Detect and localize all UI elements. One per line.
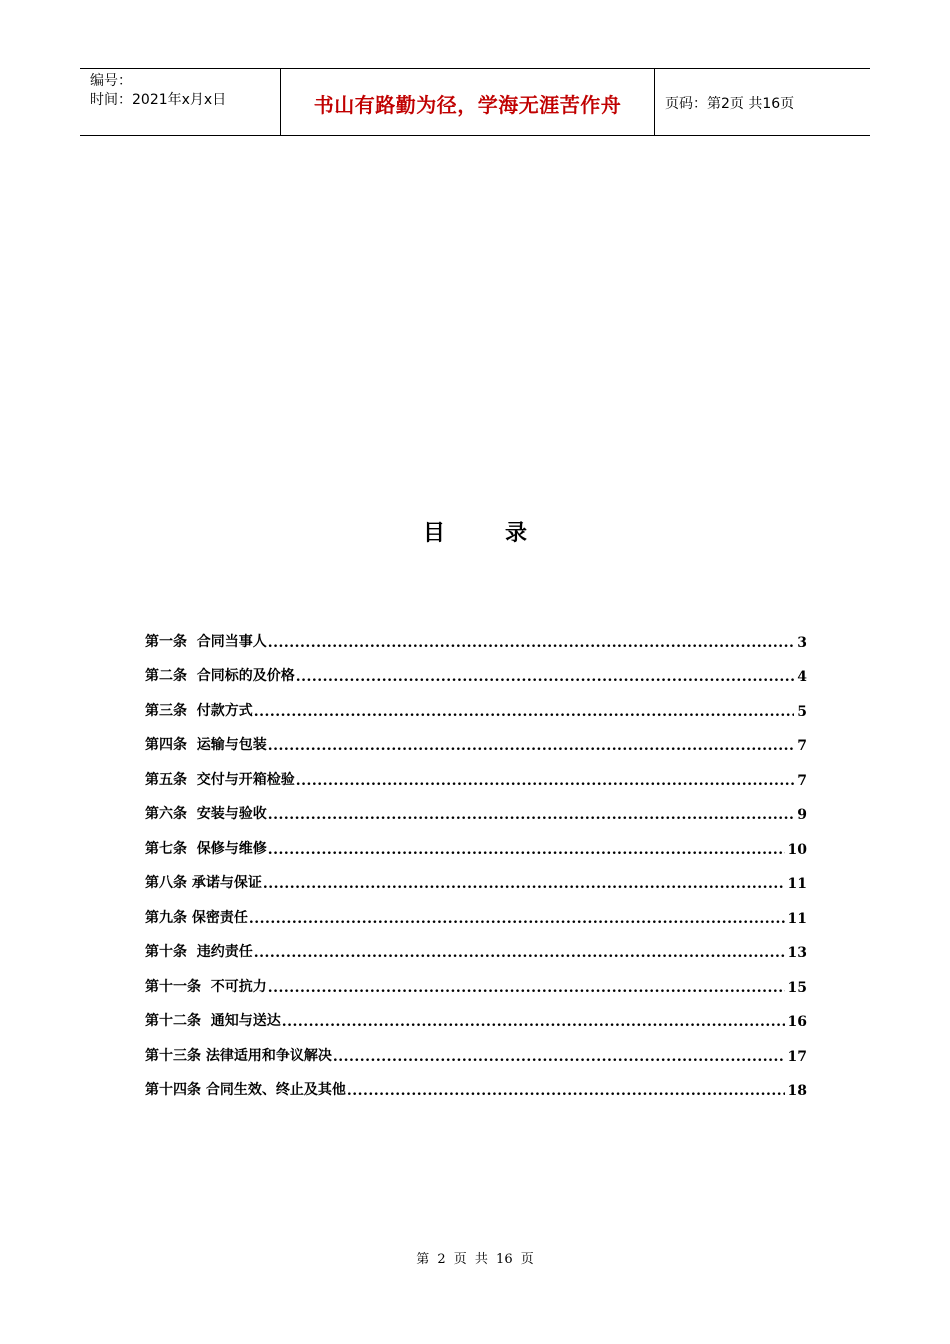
header-motto: 书山有路勤为径，学海无涯苦作舟	[313, 92, 622, 117]
header-meta	[80, 69, 281, 135]
toc-item-name: 合同生效、终止及其他	[205, 1082, 346, 1098]
toc-item-number: 第九条	[145, 909, 187, 926]
toc-item[interactable]	[145, 789, 807, 824]
toc-item-leader	[263, 876, 785, 892]
toc-item-name: 保密责任	[191, 909, 248, 926]
toc-item-spacer	[187, 773, 197, 789]
page-footer: 第 2 页 共 16 页	[416, 1252, 534, 1267]
header-page-info-cell	[655, 69, 870, 135]
toc-item-spacer	[201, 1014, 211, 1030]
toc-item-leader	[282, 1014, 785, 1030]
toc-item-page: 13	[787, 945, 807, 961]
toc-item-number: 第七条	[145, 840, 187, 857]
toc-item-leader	[296, 773, 795, 789]
toc-item-page: 5	[797, 703, 807, 720]
toc-item-page: 11	[787, 910, 807, 927]
toc-list	[145, 616, 807, 1099]
toc-item-number: 第十条	[145, 944, 187, 960]
document-time-label: 时间：2021年x月x日	[90, 92, 227, 108]
toc-item-page: 18	[787, 1083, 807, 1099]
toc-item-page: 17	[787, 1048, 807, 1065]
toc-item-leader	[249, 911, 785, 927]
toc-item-spacer	[187, 704, 197, 720]
header-page-info: 页码：第2页 共16页	[665, 96, 795, 112]
toc-item-page: 10	[787, 841, 807, 858]
toc-item-number: 第一条	[145, 633, 187, 650]
toc-item-number: 第十一条	[145, 978, 201, 995]
toc-item-name: 合同当事人	[196, 633, 267, 650]
page-header	[80, 68, 870, 136]
toc-title-part1: 目	[422, 520, 445, 546]
toc-item-name: 通知与送达	[210, 1013, 281, 1029]
toc-item-number: 第八条	[145, 875, 187, 891]
toc-item-spacer	[187, 669, 197, 685]
toc-item-page: 7	[797, 738, 807, 754]
toc-item[interactable]	[145, 823, 807, 858]
toc-item-number: 第十二条	[145, 1013, 201, 1029]
toc-item-page: 9	[797, 807, 807, 823]
toc-item-leader	[296, 669, 795, 685]
toc-item-page: 3	[797, 634, 807, 651]
toc-item-number: 第十四条	[145, 1082, 201, 1098]
toc-item[interactable]	[145, 892, 807, 927]
toc-item-leader	[268, 980, 785, 996]
toc-item-number: 第十三条	[145, 1047, 201, 1064]
toc-item-number: 第四条	[145, 737, 187, 753]
toc-item-number: 第二条	[145, 668, 187, 684]
toc-item[interactable]	[145, 1065, 807, 1100]
toc-title-part2: 录	[505, 520, 528, 546]
toc-item-spacer	[187, 807, 197, 823]
toc-item-name: 法律适用和争议解决	[205, 1047, 332, 1064]
toc-item-leader	[268, 635, 795, 651]
toc-item-number: 第三条	[145, 702, 187, 719]
toc-item[interactable]	[145, 961, 807, 996]
document-number-label: 编号：	[90, 73, 132, 89]
toc-item-leader	[333, 1049, 785, 1065]
toc-item-name: 违约责任	[196, 944, 253, 960]
toc-item-spacer	[187, 842, 197, 858]
toc-item-name: 运输与包装	[196, 737, 267, 753]
toc-item-spacer	[201, 980, 211, 996]
toc-item-leader	[268, 842, 785, 858]
toc-item-page: 4	[797, 669, 807, 685]
toc-item-number: 第六条	[145, 806, 187, 822]
toc-item-name: 合同标的及价格	[196, 668, 295, 684]
toc-item[interactable]	[145, 858, 807, 893]
toc-item[interactable]	[145, 996, 807, 1031]
toc-item-spacer	[187, 738, 197, 754]
toc-item-leader	[254, 945, 785, 961]
toc-item-spacer	[187, 635, 197, 651]
toc-item-page: 16	[787, 1014, 807, 1030]
toc-item-leader	[268, 738, 795, 754]
toc-item-name: 承诺与保证	[191, 875, 262, 891]
toc-item-leader	[254, 704, 795, 720]
toc-item[interactable]	[145, 1030, 807, 1065]
toc-item-name: 付款方式	[196, 702, 253, 719]
toc-item[interactable]	[145, 754, 807, 789]
header-motto-cell	[281, 69, 655, 135]
toc-item-name: 交付与开箱检验	[196, 771, 295, 788]
toc-item-page: 11	[787, 876, 807, 892]
toc-item-number: 第五条	[145, 771, 187, 788]
toc-item-leader	[347, 1083, 785, 1099]
toc-item[interactable]	[145, 651, 807, 686]
toc-item[interactable]	[145, 927, 807, 962]
toc-item[interactable]	[145, 720, 807, 755]
toc-item[interactable]	[145, 685, 807, 720]
toc-item-spacer	[187, 945, 197, 961]
toc-item-name: 不可抗力	[210, 978, 267, 995]
toc-item[interactable]	[145, 616, 807, 651]
toc-item-page: 7	[797, 772, 807, 789]
toc-item-name: 安装与验收	[196, 806, 267, 822]
toc-item-name: 保修与维修	[196, 840, 267, 857]
toc-item-page: 15	[787, 979, 807, 996]
toc-title	[0, 516, 950, 547]
toc-item-leader	[268, 807, 795, 823]
